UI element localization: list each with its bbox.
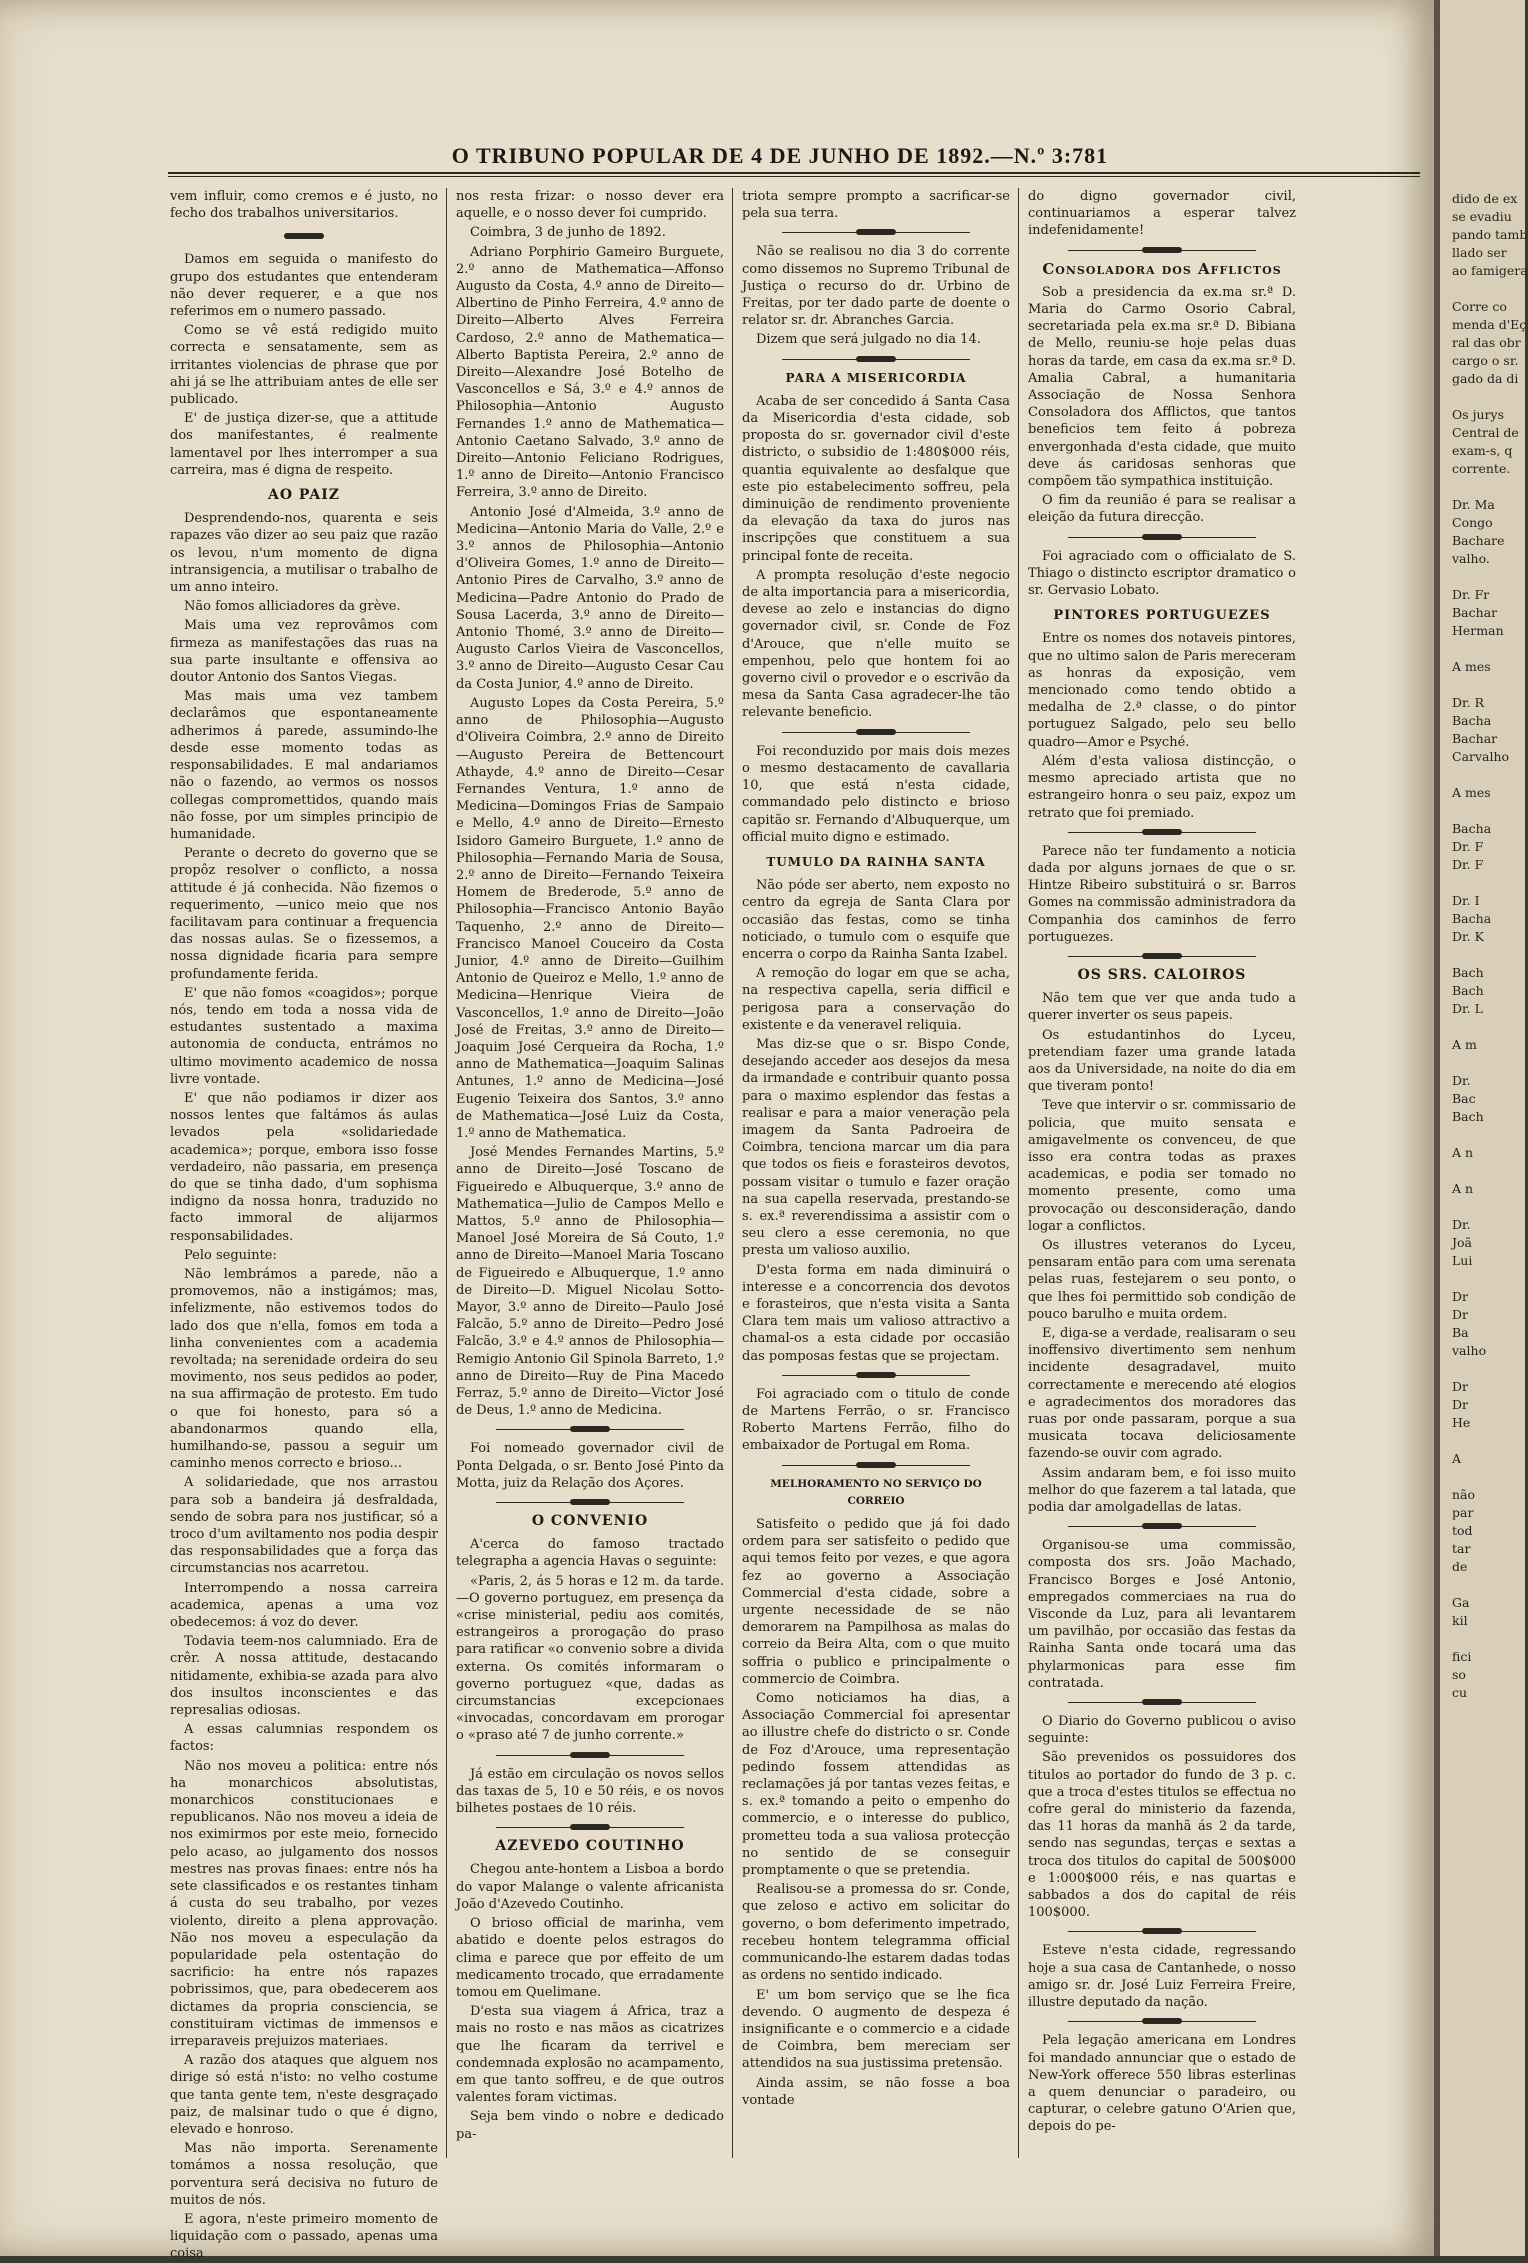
adjacent-page-fragment (1440, 946, 1525, 964)
adjacent-page-fragment: Bachar (1452, 731, 1498, 746)
paragraph: Dizem que será julgado no dia 14. (756, 332, 981, 348)
paragraph: Não fomos alliciadores da grève. (184, 599, 401, 615)
adjacent-page-fragment (1440, 1126, 1525, 1144)
adjacent-page-fragment: Dr. Ma (1452, 497, 1495, 512)
paragraph: Mas diz-se que o sr. Bispo Conde, desejando acceder aos desejos da mesa da irmandade e contribuir quanto possa para o maximo esplendor das festas a realisar e para a maior veneração pela imagem da Santa Padroeira de Coimbra, tenciona marcar um dia para que todos os fieis e forasteiros devotos, possam visitar o tumulo e fazer oração na sua capella reservada, prestando-se s. ex.ª reverendissima a assistir com o seu clero a esse ceremonia, no que presta um valioso auxilio. (742, 1036, 1010, 1259)
adjacent-page-fragment (1440, 478, 1525, 496)
adjacent-page-fragment: dido de ex (1452, 191, 1518, 206)
adjacent-page-fragment: A n (1452, 1181, 1474, 1196)
paragraph: Satisfeito o pedido que já foi dado ordem para ser satisfeito o pedido que aqui temos feito por vezes, e que agora fez ao governo a Associação Commercial d'esta cidade, sobre a urgente necessidade de se não demorarem na Pampilhosa as malas do correio da Beira Alta, com o que muito soffria o publico e principalmente o commercio de Coimbra. (742, 1517, 1010, 1687)
adjacent-page-fragment: Bach (1452, 965, 1484, 980)
adjacent-page-fragment: Central de (1452, 425, 1519, 440)
paragraph: Mais uma vez reprovâmos com firmeza as manifestações das ruas na sua parte insultante e offensiva ao doutor Antonio dos Santos Viegas. (170, 618, 438, 686)
adjacent-page-fragment: cu (1452, 1685, 1468, 1700)
paragraph: O fim da reunião é para se realisar a eleição da futura direcção. (1028, 493, 1296, 526)
dateline: Coimbra, 3 de junho de 1892. (470, 225, 666, 241)
paragraph: Ainda assim, se não fosse a boa vontade (742, 2075, 1010, 2108)
paragraph: A essas calumnias respondem os factos: (170, 1722, 438, 1755)
paragraph: Pela legação americana em Londres foi mandado annunciar que o estado de New-York offerece 550 libras esterlinas a quem denunciar o paradeiro, ou capturar, o celebre gatuno O'Arien que, depois do pe- (1028, 2033, 1296, 2135)
column-rule (1018, 188, 1019, 2158)
adjacent-page-fragment: Dr. Fr (1452, 587, 1490, 602)
adjacent-page-fragment (1440, 1360, 1525, 1378)
paragraph: Teve que intervir o sr. commissario de policia, que muito sensata e amigavelmente os convenceu, de que isso era contra todas as praxes academicas, e podia ser tomado no momento presente, como uma provocação ou desconsideração, dando logar a conflictos. (1028, 1098, 1296, 1234)
adjacent-page-fragment (1440, 1162, 1525, 1180)
paragraph: Já estão em circulação os novos sellos das taxas de 5, 10 e 50 réis, e os novos bilhetes postaes de 10 réis. (456, 1766, 724, 1817)
adjacent-page-fragment: Ba (1452, 1325, 1469, 1340)
adjacent-page-fragment: gado da di (1452, 371, 1519, 386)
column-3 (742, 188, 1010, 2158)
column-4 (1028, 188, 1296, 2158)
adjacent-page-fragment (1440, 568, 1525, 586)
paragraph: A prompta resolução d'este negocio de alta importancia para a misericordia, devese ao zelo e instancias do digno governador civil, sr. Conde de Foz d'Arouce, que n'elle muito se empenhou, pelo que hontem foi ao governo civil o provedor e o escrivão da mesa da Santa Casa agradecer-lhe tão relevante beneficio. (742, 567, 1010, 721)
section-heading: MELHORAMENTO NO SERVIÇO DO CORREIO (770, 1477, 982, 1507)
adjacent-page-fragment: Corre co (1452, 299, 1507, 314)
adjacent-page-fragment: menda d'Eç (1452, 317, 1527, 332)
divider (1068, 832, 1256, 833)
divider (1068, 956, 1256, 957)
masthead: O TRIBUNO POPULAR DE 4 DE JUNHO DE 1892.—N.º 3:781 (451, 143, 1109, 168)
adjacent-page-fragment (1440, 1576, 1525, 1594)
masthead-rule (168, 172, 1420, 177)
signatories: Adriano Porphirio Gameiro Burguete, 2.º anno de Mathematica—Affonso Augusto da Costa, 4.º anno de Direito—Albertino de Pinho Ferreira, 4.º anno de Direito—Alberto Alves Ferreira Cardoso, 2.º anno de Mathematica—Alberto Baptista Pereira, 2.º anno de Direito—Alexandre José Botelho de Vasconcellos e Sá, 3.º e 4.º annos de Philosophia—Antonio Augusto Fernandes 1.º anno de Mathematica—Antonio Caetano Salvado, 3.º anno de Direito—Antonio Feliciano Rodrigues, 1.º anno de Direito—Antonio Francisco Ferreira, 3.º anno de Direito. (456, 244, 724, 501)
paragraph: Não lembrámos a parede, não a promovemos, não a instigámos; mas, infelizmente, não estivemos todos do lado dos que n'ella, fomos em toda a linha convenientes com a academia revoltada; na serenidade ordeira do seu movimento, nos seus pedidos ao poder, na sua affirmação de protesto. Em tudo o que foi honesto, para só a abandonarmos quando ella, humilhando-se, passou a seguir um caminho menos correcto e brioso... (170, 1266, 438, 1472)
adjacent-page-fragment: Dr. F (1452, 857, 1484, 872)
divider (496, 1755, 684, 1756)
paragraph: E' de justiça dizer-se, que a attitude dos manifestantes, é realmente lamentavel por lhes interromper a sua carreira, mas é digna de respeito. (170, 411, 438, 478)
adjacent-page-fragment: tar (1452, 1541, 1471, 1556)
paragraph: Chegou ante-hontem a Lisboa a bordo do vapor Malange o valente africanista João d'Azevedo Coutinho. (456, 1862, 724, 1912)
signatories: José Mendes Fernandes Martins, 5.º anno de Direito—José Toscano de Figueiredo e Albuquerque, 3.º anno de Mathematica—Julio de Campos Mello e Mattos, 5.º anno de Philosophia—Manoel José Moreira de Sá Couto, 1.º anno de Direito—Manoel Maria Toscano de Figueiredo e Albuquerque, 1.º anno de Direito—D. Miguel Nicolau Sotto-Mayor, 3.º anno de Direito—Paulo José Falcão, 5.º anno de Direito—Pedro José Falcão, 3.º e 4.º annos de Philosophia—Remigio Antonio Gil Spinola Barreto, 1.º anno de Direito—Ruy de Pina Macedo Ferraz, 5.º anno de Direito—Victor José de Deus, 1.º anno de Medicina. (456, 1145, 724, 1419)
paragraph: Foi agraciado com o officialato de S. Thiago o distincto escriptor dramatico o sr. Gervasio Lobato. (1028, 548, 1296, 599)
adjacent-page-fragment: He (1452, 1415, 1471, 1430)
adjacent-page-fragment (1440, 1018, 1525, 1036)
adjacent-page-fragment: Dr. R (1452, 695, 1484, 710)
adjacent-page-fragment: Bacha (1452, 821, 1492, 836)
adjacent-page-fragment: Dr (1452, 1289, 1468, 1304)
paragraph: E' um bom serviço que se lhe fica devendo. O augmento de despeza é insignificante e o commercio e a cidade de Coimbra, bem mereciam ser attendidos na sua justissima pretensão. (742, 1987, 1010, 2072)
section-heading: Consoladora dos Afflictos (1042, 259, 1282, 278)
column-2 (456, 188, 724, 2158)
adjacent-page-fragment: Os jurys (1452, 407, 1505, 422)
adjacent-page-fragment: fici (1452, 1649, 1472, 1664)
adjacent-page-fragment: de (1452, 1559, 1468, 1574)
paragraph: Foi reconduzido por mais dois mezes o mesmo destacamento de cavallaria 10, que está n'esta cidade, commandado pelo distincto e brioso capitão sr. Fernando d'Albuquerque, um official muito digno e estimado. (742, 743, 1010, 845)
adjacent-page-fragment: Bacha (1452, 911, 1492, 926)
adjacent-page-fragment: Dr. (1452, 1073, 1471, 1088)
section-heading: TUMULO DA RAINHA SANTA (766, 854, 986, 869)
adjacent-page-fragment (1440, 1054, 1525, 1072)
paragraph: Foi agraciado com o titulo de conde de Martens Ferrão, o sr. Francisco Roberto Martens Ferrão, filho do embaixador de Portugal em Roma. (742, 1386, 1010, 1454)
adjacent-page-fragment: Bach (1452, 983, 1484, 998)
paragraph: Realisou-se a promessa do sr. Conde, que zeloso e activo em solicitar do governo, o bom deferimento impetrado, recebeu hontem telegramma official communicando-lhe estarem dadas todas as ordens no sentido indicado. (742, 1882, 1010, 1984)
adjacent-page-edge (1434, 0, 1528, 2256)
paragraph: E agora, n'este primeiro momento de liquidação com o passado, apenas uma coisa (170, 2211, 438, 2262)
paragraph: A razão dos ataques que alguem nos dirige só está n'isto: no velho costume que tanta gente tem, n'este desgraçado paiz, de malsinar tudo o que é digno, elevado e honroso. (170, 2053, 438, 2137)
adjacent-page-fragment: Bachar (1452, 605, 1498, 620)
adjacent-page-fragment: A (1452, 1451, 1462, 1466)
paragraph: Pelo seguinte: (184, 1247, 277, 1263)
adjacent-page-fragment (1440, 1198, 1525, 1216)
adjacent-page-fragment (1440, 1432, 1525, 1450)
paragraph: vem influir, como cremos e é justo, no fecho dos trabalhos universitarios. (170, 189, 438, 222)
adjacent-page-fragment (1440, 1630, 1525, 1648)
adjacent-page-fragment: ral das obr (1452, 335, 1521, 350)
paragraph: Mas mais uma vez tambem declarâmos que espontaneamente adherimos á parede, assumindo-lhe desde esse momento todas as responsabilidades. E mal andariamos não o fazendo, ao vermos os nossos collegas compromettidos, quando mais não fosse, por um simples principio de humanidade. (170, 689, 438, 842)
section-heading: AZEVEDO COUTINHO (495, 1838, 685, 1855)
adjacent-page-fragment: Dr. L (1452, 1001, 1483, 1016)
paragraph: Como noticiamos ha dias, a Associação Commercial foi apresentar ao illustre chefe do districto o sr. Conde de Foz d'Arouce, uma representação pedindo fossem attendidas as reclamações já por tantas vezes feitas, e s. ex.ª tomando a peito o empenho do commercio, e o interesse do publico, prometteu toda a sua valiosa protecção no sentido de se conseguir promptamente o que se pretendia. (742, 1691, 1010, 1879)
divider (290, 236, 318, 237)
paragraph: Não nos moveu a politica: entre nós ha monarchicos absolutistas, monarchicos constitucionaes e republicanos. Não nos moveu a ideia de nos eximirmos por este meio, fornecido pelo acaso, ao julgamento dos nossos mestres nas provas finaes: entre nós ha sete classificados e os restantes tinham á custa do seu trabalho, por vezes violento, direito a plena approvação. Não nos moveu a especulação da popularidade pela ostentação do sacrificio: ha entre nós rapazes pobrissimos, que, para obedecerem aos dictames da propria consciencia, se constituiram victimas de immensos e irreparaveis prejuizos materiaes. (170, 1758, 438, 2049)
paragraph: E, diga-se a verdade, realisaram o seu inoffensivo divertimento sem nenhum incidente desagradavel, muito correctamente e merecendo até elogios e agradecimentos dos moradores das ruas por onde passaram, porque a sua musicata tocava deliciosamente fazendo-se ouvir com agrado. (1028, 1325, 1296, 1462)
adjacent-page-fragment: Bach (1452, 1109, 1484, 1124)
adjacent-page-fragment: cargo o sr. (1452, 353, 1519, 368)
paragraph: Esteve n'esta cidade, regressando hoje a sua casa de Cantanhede, o nosso amigo sr. dr. José Luiz Ferreira Freire, illustre deputado da nação. (1028, 1943, 1296, 2011)
divider (1068, 2021, 1256, 2022)
divider (1068, 250, 1256, 251)
adjacent-page-fragment: Bacha (1452, 713, 1492, 728)
adjacent-page-fragment (1440, 766, 1525, 784)
adjacent-page-fragment (1440, 388, 1525, 406)
divider (1068, 1526, 1256, 1527)
adjacent-page-fragment: Congo (1452, 515, 1493, 530)
adjacent-page-fragment: Dr (1452, 1397, 1468, 1412)
paragraph: Não se realisou no dia 3 do corrente como dissemos no Supremo Tribunal de Justiça o recurso do dr. Urbino de Freitas, por ter dado parte de doente o relator sr. dr. Abranches Garcia. (742, 244, 1010, 329)
adjacent-page-fragment (1440, 280, 1525, 298)
section-heading: O CONVENIO (531, 1513, 649, 1530)
paragraph: Interrompendo a nossa carreira academica, apenas a uma voz obedecemos: á voz do dever. (170, 1580, 438, 1631)
adjacent-page-fragment: exam-s, q (1452, 443, 1513, 458)
adjacent-page-fragment: Bac (1452, 1091, 1476, 1106)
adjacent-page-fragment: ao famigera (1452, 263, 1528, 278)
adjacent-page-fragment: Ga (1452, 1595, 1470, 1610)
column-1 (170, 188, 438, 2262)
adjacent-page-fragment: Bachare (1452, 533, 1505, 548)
adjacent-page-fragment: par (1452, 1505, 1474, 1520)
paragraph: D'esta forma em nada diminuirá o interesse e a concorrencia dos devotos e forasteiros, que n'esta visita a Santa Clara tem mais um valioso attractivo a chamal-os a esta cidade por occasião das pomposas festas que se projectam. (742, 1262, 1010, 1364)
divider (782, 1465, 970, 1466)
paragraph: Damos em seguida o manifesto do grupo dos estudantes que entenderam não dever requerer, e a que nos referimos em o numero passado. (170, 252, 438, 320)
divider (782, 732, 970, 733)
column-rule (446, 188, 447, 2158)
adjacent-page-fragment: Dr. (1452, 1217, 1471, 1232)
adjacent-page-fragment: valho (1452, 1343, 1487, 1358)
adjacent-page-fragment (1440, 676, 1525, 694)
paragraph: nos resta frizar: o nosso dever era aquelle, e o nosso dever foi cumprido. (456, 189, 724, 222)
adjacent-page-fragment: A mes (1452, 659, 1491, 674)
divider (1068, 1702, 1256, 1703)
adjacent-page-fragment: tod (1452, 1523, 1473, 1538)
paragraph: Os illustres veteranos do Lyceu, pensaram então para com uma serenata pelas ruas, festejarem o seu ponto, o que lhes foi permittido sob condição de pouco barulho e muita ordem. (1028, 1237, 1296, 1322)
paragraph: Foi nomeado governador civil de Ponta Delgada, o sr. Bento José Pinto da Motta, juiz da Relação dos Açores. (456, 1441, 724, 1491)
adjacent-page-fragment: corrente. (1452, 461, 1511, 476)
adjacent-page-fragment (1440, 802, 1525, 820)
paragraph: Os estudantinhos do Lyceu, pretendiam fazer uma grande latada aos da Universidade, na noite do dia em que tiveram ponto! (1028, 1027, 1296, 1095)
adjacent-page-fragment: se evadiu (1452, 209, 1512, 224)
paragraph: Organisou-se uma commissão, composta dos srs. João Machado, Francisco Borges e José Antonio, empregados commerciaes na rua do Visconde da Luz, para ali levantarem um pavilhão, por occasião das festas da Rainha Santa onde tocará uma das phylarmonicas para esse fim contratada. (1028, 1538, 1296, 1691)
paragraph: Mas não importa. Serenamente tomámos a nossa resolução, que porventura será decisiva no futuro de muitos de nós. (170, 2141, 438, 2208)
divider (782, 232, 970, 233)
adjacent-page-fragment: não (1452, 1487, 1476, 1502)
adjacent-page-fragment: Joã (1452, 1235, 1472, 1250)
adjacent-page-fragment: Lui (1452, 1253, 1473, 1268)
adjacent-page-fragment: Dr (1452, 1379, 1468, 1394)
section-heading: AO PAIZ (267, 487, 341, 504)
adjacent-page-fragment: Dr. I (1452, 893, 1480, 908)
adjacent-page-fragment (1440, 1468, 1525, 1486)
adjacent-page-fragment: kil (1452, 1613, 1468, 1628)
divider (782, 1375, 970, 1376)
adjacent-page-fragment: Herman (1452, 623, 1504, 638)
adjacent-page-fragment: Dr. K (1452, 929, 1484, 944)
divider (1068, 537, 1256, 538)
paragraph: Como se vê está redigido muito correcta e sensatamente, sem as irritantes violencias de phrase que por ahi já se lhe attribuiam antes de elle ser publicado. (170, 323, 438, 408)
paragraph: do digno governador civil, continuariamos a esperar talvez indefenidamente! (1028, 189, 1296, 239)
adjacent-page-fragment (1440, 1270, 1525, 1288)
paragraph: Todavia teem-nos calumniado. Era de crêr. A nossa attitude, destacando nitidamente, exhibia-se azada para alvo dos insultos inconscientes e das represalias odiosas. (170, 1634, 438, 1719)
adjacent-page-fragment: A m (1452, 1037, 1477, 1052)
paragraph: Assim andaram bem, e foi isso muito melhor do que fazerem a tal latada, que podia dar amolgadellas de latas. (1028, 1465, 1296, 1516)
adjacent-page-fragment: A mes (1452, 785, 1491, 800)
adjacent-page-fragment (1440, 874, 1525, 892)
divider (496, 1429, 684, 1430)
divider (496, 1827, 684, 1828)
adjacent-page-fragment: A n (1452, 1145, 1474, 1160)
divider (782, 359, 970, 360)
divider (1068, 1931, 1256, 1932)
adjacent-page-fragment: Dr (1452, 1307, 1468, 1322)
paragraph: Seja bem vindo o nobre e dedicado pa- (456, 2109, 724, 2142)
paragraph: O brioso official de marinha, vem abatido e doente pelos estragos do clima e parece que por effeito de um medicamento trocado, que erradamente tomou em Quelimane. (456, 1916, 724, 2000)
adjacent-page-fragment: valho. (1452, 551, 1490, 566)
paragraph: Sob a presidencia da ex.ma sr.ª D. Maria do Carmo Osorio Cabral, secretariada pela ex.ma sr.ª D. Bibiana de Mello, reuniu-se hoje pelas duas horas da tarde, em casa da ex.ma sr.ª D. Amalia Cabral, a humanitaria Associação de Nossa Senhora Consoladora dos Afflictos, que tantos beneficios tem feito á pobreza envergonhada d'esta cidade, que muito deve ás caridosas senhoras que compõem tão sympathica instituição. (1028, 284, 1296, 490)
paragraph: São prevenidos os possuidores dos titulos ao portador do fundo de 3 p. c. que a troca d'estes titulos se effectua no cofre geral do ministerio da fazenda, das 11 horas da manhã ás 2 da tarde, sendo nas segundas, terças e sextas a troca dos titulos do capital de 500$000 e 1:000$000 réis, e nas quartas e sabbados a dos do capital de réis 100$000. (1028, 1750, 1296, 1921)
adjacent-page-fragment (1440, 640, 1525, 658)
adjacent-page-fragment: Dr. F (1452, 839, 1484, 854)
paragraph: Perante o decreto do governo que se propôz resolver o conflicto, a nossa attitude é já conhecida. Não fizemos o requerimento, —unico meio que nos facilitavam para continuar a frequencia das nossas aulas. Se o fizessemos, a nossa dignidade ficaria para sempre profundamente ferida. (170, 846, 438, 982)
adjacent-page-fragment: llado ser (1452, 245, 1507, 260)
paragraph: Acaba de ser concedido á Santa Casa da Misericordia d'esta cidade, sob proposta do sr. governador civil d'este districto, o subsidio de 1:480$000 réis, quantia equivalente ao desfalque que este pio estabelecimento soffreu, pela diminuição de rendimento proveniente da elevação da taxa do juros nas inscripções que constituem a sua principal fonte de receita. (742, 393, 1010, 564)
paragraph: E' que não fomos «coagidos»; porque nós, tendo em toda a nossa vida de estudantes sustentado a maxima autonomia de conducta, entrámos no ultimo movimento academico de nossa livre vontade. (170, 985, 438, 1087)
paragraph: O Diario do Governo publicou o aviso seguinte: (1028, 1714, 1296, 1747)
signatories: Antonio José d'Almeida, 3.º anno de Medicina—Antonio Maria do Valle, 2.º e 3.º annos de Philosophia—Antonio d'Oliveira Gomes, 1.º anno de Direito—Antonio Pires de Carvalho, 3.º anno de Medicina—Padre Antonio do Prado de Sousa Lacerda, 3.º anno de Direito—Antonio Thomé, 3.º anno de Direito—Augusto Carlos Vieira de Vasconcellos, 3.º anno de Direito—Augusto Cesar Cau da Costa Junior, 4.º anno de Direito. (456, 504, 724, 692)
paragraph: D'esta sua viagem á Africa, traz a mais no rosto e nas mãos as cicatrizes que lhe ficaram da terrivel e condemnada explosão no acampamento, em que tanto soffreu, e de que outros valentes foram victimas. (456, 2004, 724, 2106)
paragraph: Não tem que ver que anda tudo a querer inverter os seus papeis. (1028, 991, 1296, 1024)
quotation: «Paris, 2, ás 5 horas e 12 m. da tarde. —O governo portuguez, em presença da «crise ministerial, pediu aos comités, estrangeiros a prorogação do praso para ratificar «o convenio sobre a divida externa. Os comités informaram o governo portuguez «que, dadas as circumstancias excepcionaes «invocadas, concordavam em prorogar o «praso até 7 de junho corrente.» (456, 1573, 724, 1744)
adjacent-page-fragment: Carvalho (1452, 749, 1510, 764)
paragraph: Além d'esta valiosa distincção, o mesmo apreciado artista que no estrangeiro honra o seu paiz, expoz um retrato que foi premiado. (1028, 753, 1296, 821)
paragraph: A solidariedade, que nos arrastou para sob a bandeira já desfraldada, sendo de sobra para nos justificar, só a troco d'um aviltamento nos podia despir das responsabilidades que a força das circumstancias nos acarretou. (170, 1475, 438, 1577)
column-rule (732, 188, 733, 2158)
paragraph: Parece não ter fundamento a noticia dada por alguns jornaes de que o sr. Hintze Ribeiro substituirá o sr. Barros Gomes na commissão administradora da Companhia dos caminhos de ferro portuguezes. (1028, 843, 1296, 945)
paragraph: Não póde ser aberto, nem exposto no centro da egreja de Santa Clara por occasião das festas, como se tinha noticiado, o tumulo com o esquife que encerra o corpo da Rainha Santa Izabel. (742, 878, 1010, 962)
section-heading: PINTORES PORTUGUEZES (1053, 608, 1271, 624)
divider (496, 1502, 684, 1503)
adjacent-page-fragment: so (1452, 1667, 1466, 1682)
paragraph: A remoção do logar em que se acha, na respectiva capella, seria difficil e perigosa para a conservação do existente e da veneravel reliquia. (742, 966, 1010, 1033)
paragraph: triota sempre prompto a sacrificar-se pela sua terra. (742, 189, 1010, 222)
signatories: Augusto Lopes da Costa Pereira, 5.º anno de Philosophia—Augusto d'Oliveira Coimbra, 2.º anno de Direito—Augusto Pereira de Bettencourt Athayde, 4.º anno de Direito—Cesar Fernandes Ventura, 1.º anno de Medicina—Domingos Frias de Sampaio e Mello, 4.º anno de Direito—Ernesto Isidoro Gameiro Burguete, 1.º anno de Philosophia—Fernando Maria de Sousa, 2.º anno de Direito—Fernando Teixeira Homem de Brederode, 5.º anno de Philosophia—Francisco Antonio Bayão Taquenho, 2.º anno de Direito—Francisco Manoel Couceiro da Costa Junior, 4.º anno de Direito—Guilhim Antonio de Queiroz e Mello, 1.º anno de Medicina—Henrique Vieira de Vasconcellos, 1.º anno de Direito—João José de Freitas, 3.º anno de Direito—Joaquim José Cerqueira da Rocha, 1.º anno de Mathematica—Joaquim Salinas Antunes, 1.º anno de Medicina—José Eugenio Teixeira dos Santos, 3.º anno de Mathematica—José Luiz da Costa, 1.º anno de Mathematica. (456, 695, 724, 1141)
section-heading: OS SRS. CALOIROS (1077, 966, 1247, 983)
paragraph: E' que não podiamos ir dizer aos nossos lentes que faltámos ás aulas levados pela «solidariedade academica»; porque, embora isso fosse verdadeiro, não passaria, em presença do que se tinha dado, d'um sophisma indigno da nossa honra, traduzido no facto immoral de alijarmos responsabilidades. (170, 1090, 438, 1244)
paragraph: Entre os nomes dos notaveis pintores, que no ultimo salon de Paris mereceram as honras da exposição, vem mencionado como tendo obtido a medalha de 2.ª classe, o do pintor portuguez Salgado, pelo seu bello quadro—Amor e Psyché. (1028, 631, 1296, 750)
adjacent-page-fragment: pando tamb (1452, 227, 1528, 242)
paragraph: A'cerca do famoso tractado telegrapha a agencia Havas o seguinte: (456, 1537, 724, 1570)
paragraph: Desprendendo-nos, quarenta e seis rapazes vão dizer ao seu paiz que razão os levou, n'um momento de digna intransigencia, a mutilisar o trabalho de um anno inteiro. (170, 511, 438, 596)
section-heading: PARA A MISERICORDIA (785, 370, 967, 385)
